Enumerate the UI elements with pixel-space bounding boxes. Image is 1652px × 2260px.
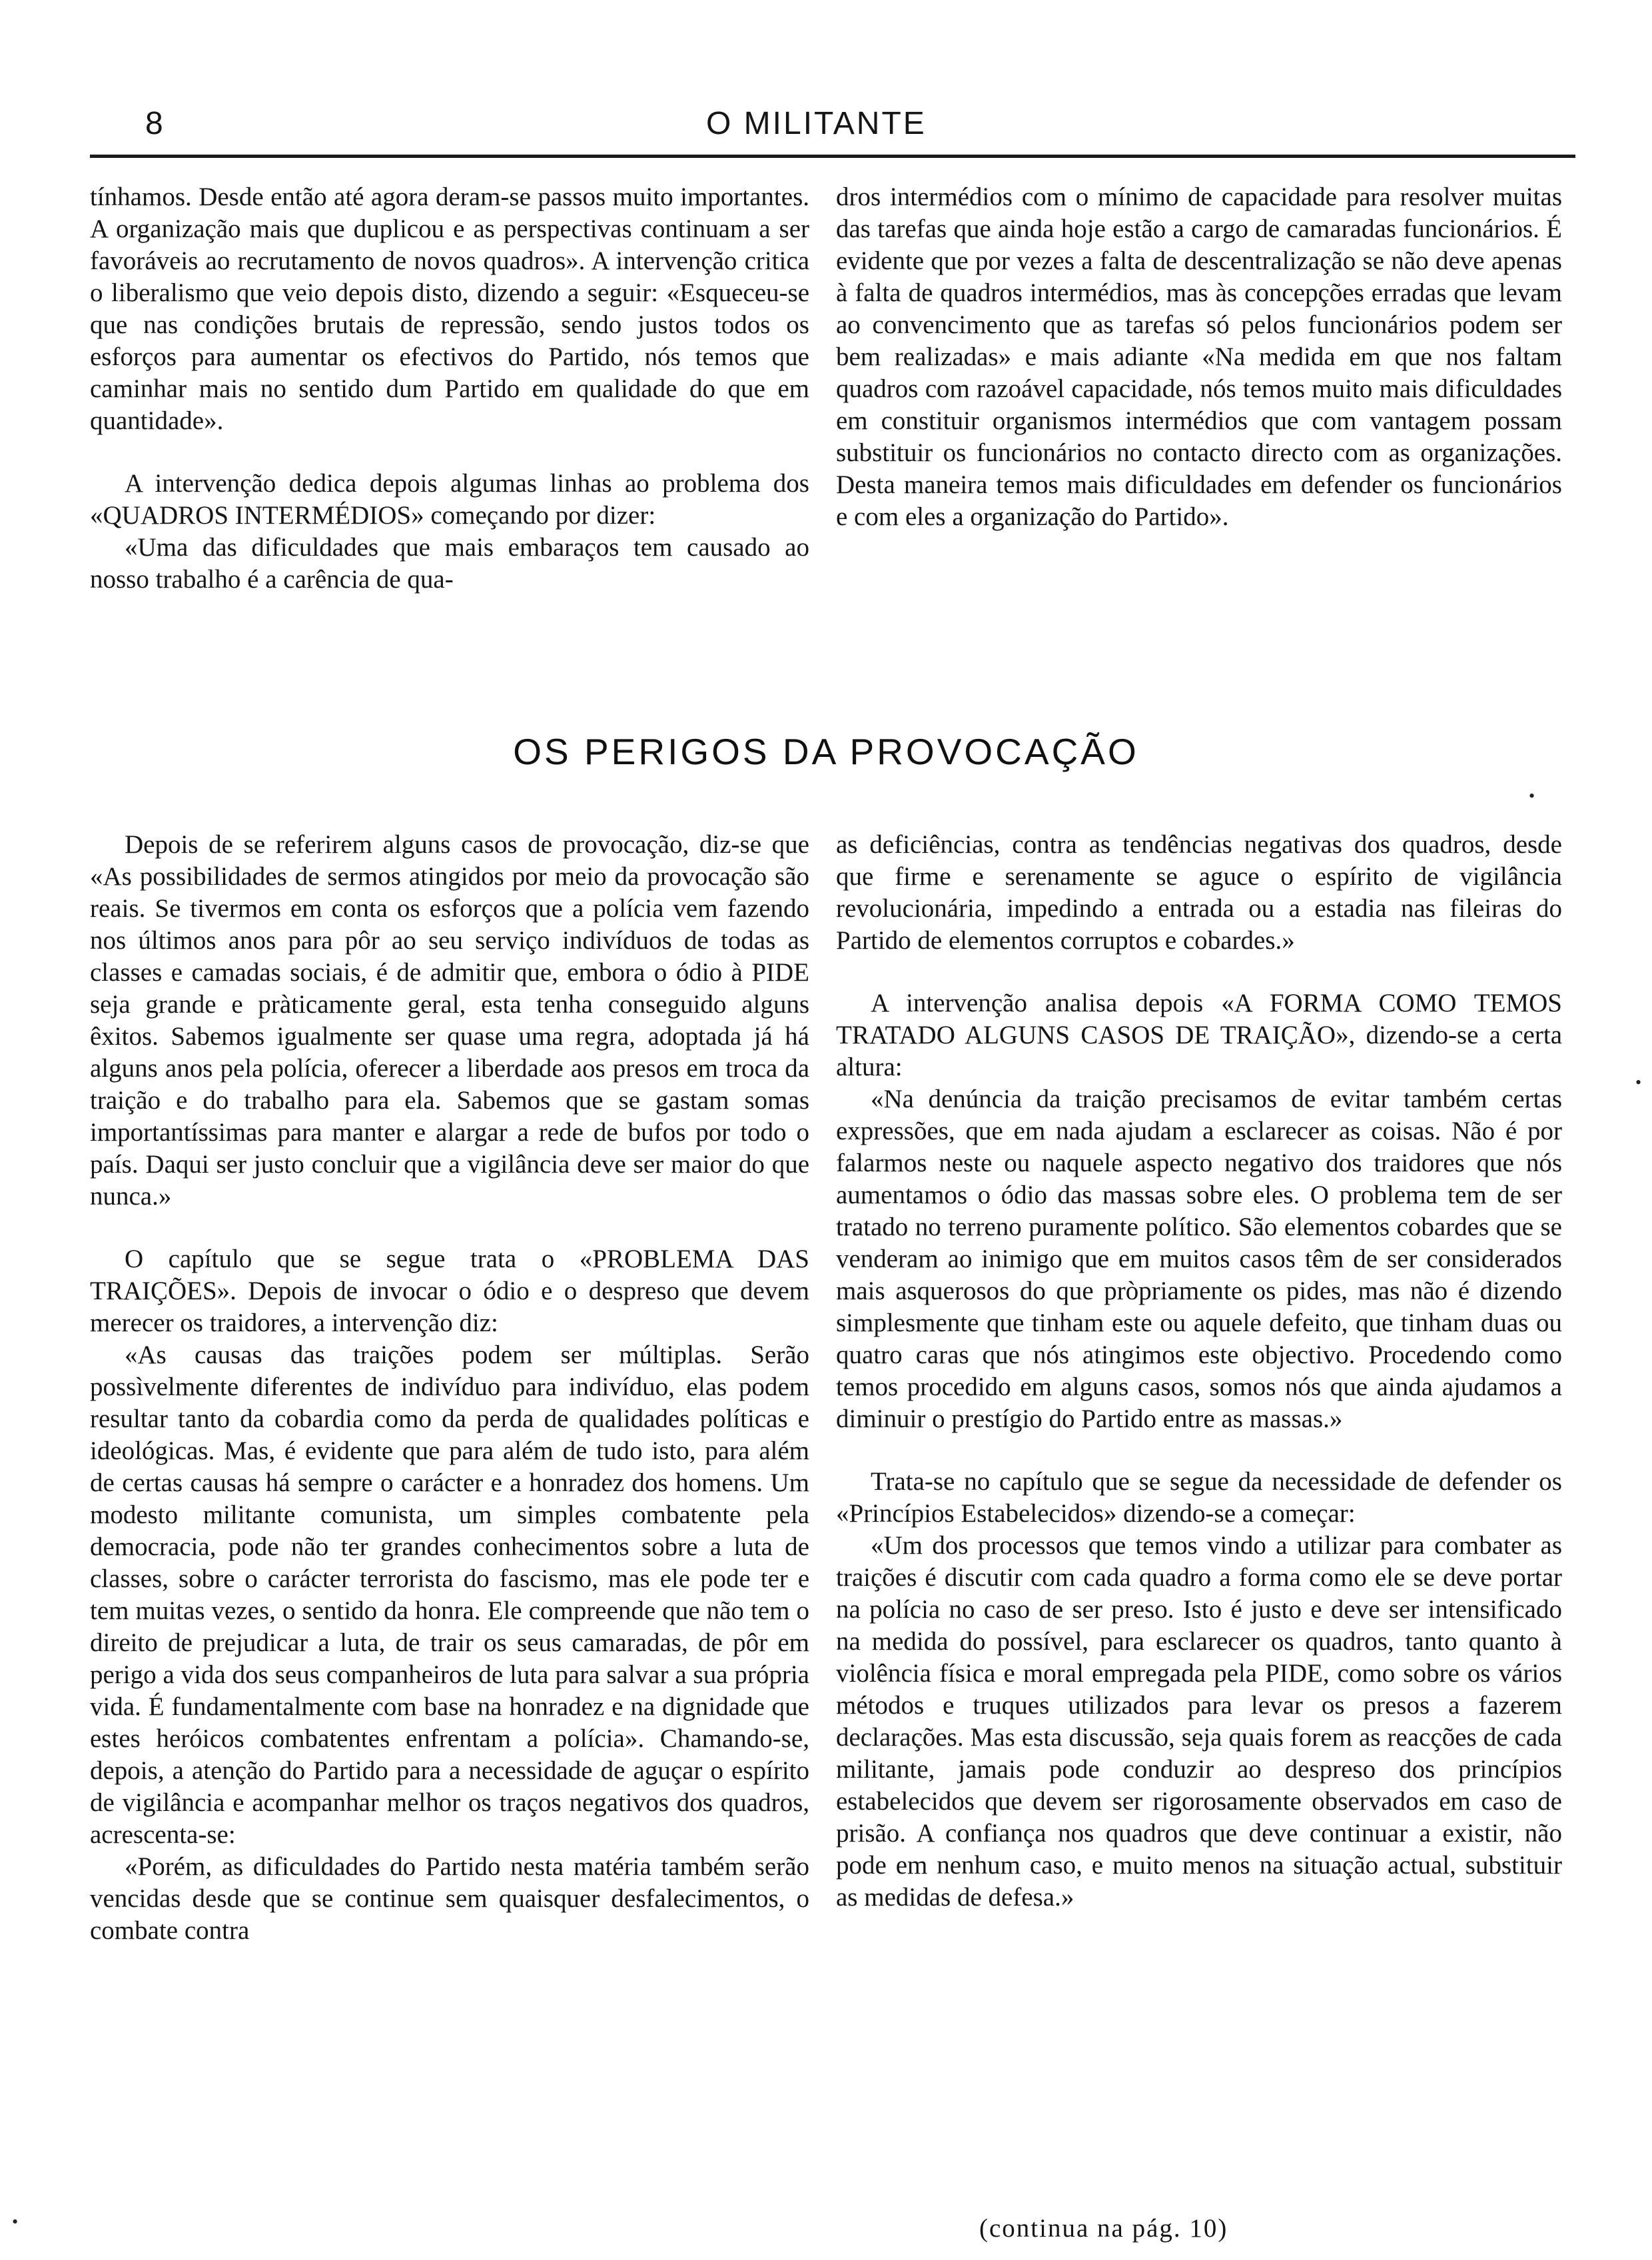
print-speck: • [1529,786,1535,806]
paragraph: «As causas das traições podem ser múltiplas. Serão possìvelmente diferentes de indivíduo para indivíduo, elas podem resultar tanto da cobardia como da perda de qualidades políticas e ideológicas. Mas, é evidente que para além de tudo isto, para além de certas causas há sempre o carácter e a honradez dos homens. Um modesto militante comunista, um simples combatente pela democracia, pode não ter grandes conhecimentos sobre a luta de classes, sobre o carácter terrorista do fascismo, mas ele pode ter e tem muitas vezes, o sentido da honra. Ele compreende que não tem o direito de prejudicar a luta, de trair os seus camaradas, de pôr em perigo a vida dos seus companheiros de luta para salvar a sua própria vida. É fundamentalmente com base na honradez e na dignidade que estes heróicos combatentes enfrentam a polícia». Chamando-se, depois, a atenção do Partido para a necessidade de aguçar o espírito de vigilância e acompanhar melhor os traços negativos dos quadros, acrescenta-se: [90,1341,809,1849]
section-title: OS PERIGOS DA PROVOCAÇÃO [513,731,1139,772]
print-speck: • [1635,1073,1642,1092]
page-number: 8 [145,106,164,141]
paragraph: «Porém, as dificuldades do Partido nesta matéria também serão vencidas desde que se continue sem quaisquer desfalecimentos, o combate contra [90,1852,809,1945]
header-rule [90,155,1575,158]
paragraph: «Um dos processos que temos vindo a utilizar para combater as traições é discutir com cada quadro a forma como ele se deve portar na polícia no caso de ser preso. Isto é justo e deve ser intensificado na medida do possível, para esclarecer os quadros, tanto quanto à violência física e moral empregada pela PIDE, como sobre os vários métodos e truques utilizados para levar os presos a fazerem declarações. Mas esta discussão, seja quais forem as reacções de cada militante, jamais pode conduzir ao despreso dos princípios estabelecidos que devem ser rigorosamente observados em caso de prisão. A confiança nos quadros que deve continuar a existir, não pode em nenhum caso, e muito menos na situação actual, substituir as medidas de defesa.» [836,1531,1562,1912]
paragraph: «Uma das dificuldades que mais embaraços tem causado ao nosso trabalho é a carência de qua- [90,533,809,594]
paragraph: as deficiências, contra as tendências negativas dos quadros, desde que firme e serenamente se aguce o espírito de vigilância revolucionária, impedindo a entrada ou a estadia nas fileiras do Partido de elementos corruptos e cobardes.» [836,830,1562,955]
paragraph: A intervenção dedica depois algumas linhas ao problema dos «QUADROS INTERMÉDIOS» começando por dizer: [90,469,809,530]
paragraph: Depois de se referirem alguns casos de provocação, diz-se que «As possibilidades de sermos atingidos por meio da provocação são reais. Se tivermos em conta os esforços que a polícia vem fazendo nos últimos anos para pôr ao seu serviço indivíduos de todas as classes e camadas sociais, é de admitir que, embora o ódio à PIDE seja grande e pràticamente geral, esta tenha conseguido alguns êxitos. Sabemos igualmente ser quase uma regra, adoptada já há alguns anos pela polícia, oferecer a liberdade aos presos em troca da traição e do trabalho para ela. Sabemos que se gastam somas importantíssimas para manter e alargar a rede de bufos por todo o país. Daqui ser justo concluir que a vigilância deve ser maior do que nunca.» [90,830,809,1211]
paragraph: «Na denúncia da traição precisamos de evitar também certas expressões, que em nada ajudam a esclarecer as coisas. Não é por falarmos neste ou naquele aspecto negativo dos traidores que nós aumentamos o ódio das massas sobre eles. O problema tem de ser tratado no terreno puramente político. São elementos cobardes que se venderam ao inimigo que em muitos casos têm de ser considerados mais asquerosos do que pròpriamente os pides, mas não é dizendo simplesmente que tinham este ou aquele defeito, que tinham duas ou quatro caras que nós atingimos este objectivo. Procedendo como temos procedido em alguns casos, somos nós que ainda ajudamos a diminuir o prestígio do Partido entre as massas.» [836,1085,1562,1433]
top-left-column [90,181,809,596]
print-speck: • [12,2212,19,2231]
publication-title: O MILITANTE [706,106,927,141]
top-right-column [836,181,1562,533]
paragraph: dros intermédios com o mínimo de capacidade para resolver muitas das tarefas que ainda hoje estão a cargo de camaradas funcionários. É evidente que por vezes a falta de descentralização se não deve apenas à falta de quadros intermédios, mas às concepções erradas que levam ao convencimento que as tarefas só pelos funcionários podem ser bem realizadas» e mais adiante «Na medida em que nos faltam quadros com razoável capacidade, nós temos muito mais dificuldades em constituir organismos intermédios que com vantagem possam substituir os funcionários no contacto directo com as organizações. Desta maneira temos mais dificuldades em defender os funcionários e com eles a organização do Partido». [836,183,1562,531]
paragraph: tínhamos. Desde então até agora deram-se passos muito importantes. A organização mais que duplicou e as perspectivas continuam a ser favoráveis ao recrutamento de novos quadros». A intervenção critica o liberalismo que veio depois disto, dizendo a seguir: «Esqueceu-se que nas condições brutais de repressão, sendo justos todos os esforços para aumentar os efectivos do Partido, nós temos que caminhar mais no sentido dum Partido em qualidade do que em quantidade». [90,183,809,435]
paragraph: Trata-se no capítulo que se segue da necessidade de defender os «Princípios Estabelecidos» dizendo-se a começar: [836,1467,1562,1528]
paragraph: A intervenção analisa depois «A FORMA COMO TEMOS TRATADO ALGUNS CASOS DE TRAIÇÃO», dizendo-se a certa altura: [836,989,1562,1081]
bottom-left-column [90,829,809,1947]
bottom-right-column [836,829,1562,1914]
paragraph: O capítulo que se segue trata o «PROBLEMA DAS TRAIÇÕES». Depois de invocar o ódio e o despreso que devem merecer os traidores, a intervenção diz: [90,1245,809,1337]
continuation-note: (continua na pág. 10) [979,2214,1228,2243]
